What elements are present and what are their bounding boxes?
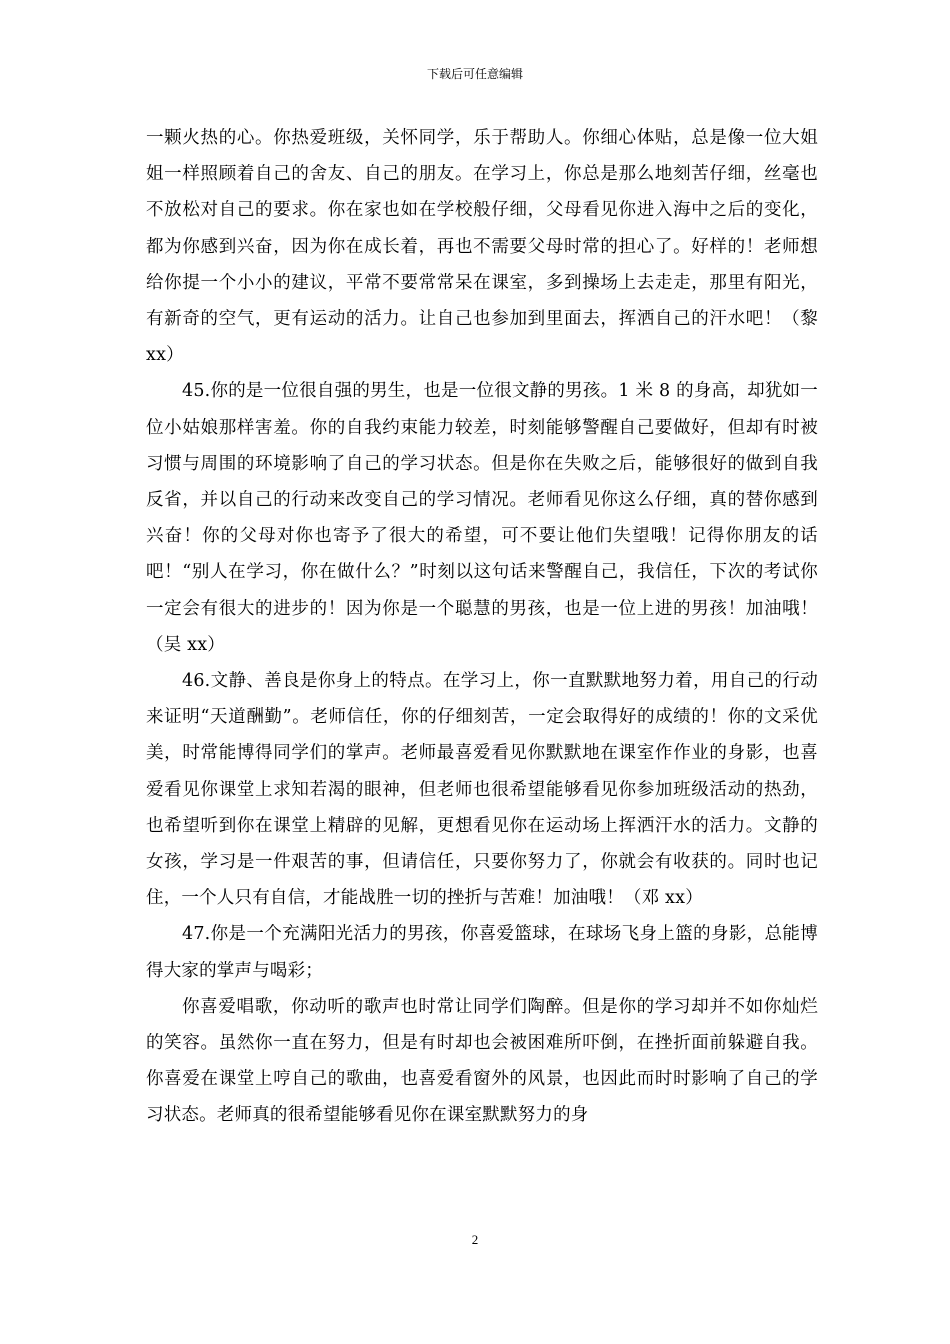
document-body: [146, 120, 818, 1134]
page-number: 2: [471, 1232, 479, 1247]
paragraph-46: 46.文静、善良是你身上的特点。在学习上，你一直默默地努力着，用自己的行动来证明“天道酬勤”。老师信任，你的仔细刻苦，一定会取得好的成绩的！你的文采优美，时常能博得同学们的掌声。老师最喜爱看见你默默地在课室作作业的身影，也喜爱看见你课堂上求知若渴的眼神，但老师也很希望能够看见你参加班级活动的热劲，也希望听到你在课堂上精辟的见解，更想看见你在运动场上挥洒汗水的活力。文静的女孩，学习是一件艰苦的事，但请信任，只要你努力了，你就会有收获的。同时也记住，一个人只有自信，才能战胜一切的挫折与苦难！加油哦！（邓 xx）: [146, 671, 818, 909]
paragraph-47: 47.你是一个充满阳光活力的男孩，你喜爱篮球，在球场飞身上篮的身影，总能博得大家的掌声与喝彩；: [146, 924, 818, 981]
page-header: 下载后可任意编辑: [426, 67, 523, 81]
paragraph-continuation: 一颗火热的心。你热爱班级，关怀同学，乐于帮助人。你细心体贴，总是像一位大姐姐一样照顾着自己的舍友、自己的朋友。在学习上，你总是那么地刻苦仔细，丝毫也不放松对自己的要求。你在家也如在学校般仔细，父母看见你进入海中之后的变化，都为你感到兴奋，因为你在成长着，再也不需要父母时常的担心了。好样的！老师想给你提一个小小的建议，平常不要常常呆在课室，多到操场上去走走，那里有阳光，有新奇的空气，更有运动的活力。让自己也参加到里面去，挥洒自己的汗水吧！（黎 xx）: [146, 128, 818, 366]
paragraph-45: 45.你的是一位很自强的男生，也是一位很文静的男孩。1 米 8 的身高，却犹如一位小姑娘那样害羞。你的自我约束能力较差，时刻能够警醒自己要做好，但却有时被习惯与周围的环境影响了自己的学习状态。但是你在失败之后，能够很好的做到自我反省，并以自己的行动来改变自己的学习情况。老师看见你这么仔细，真的替你感到兴奋！你的父母对你也寄予了很大的希望，可不要让他们失望哦！记得你朋友的话吧！“别人在学习，你在做什么？”时刻以这句话来警醒自己，我信任，下次的考试你一定会有很大的进步的！因为你是一个聪慧的男孩，也是一位上进的男孩！加油哦！（吴 xx）: [146, 381, 818, 655]
paragraph-47-continued: 你喜爱唱歌，你动听的歌声也时常让同学们陶醉。但是你的学习却并不如你灿烂的笑容。虽然你一直在努力，但是有时却也会被困难所吓倒，在挫折面前躲避自我。你喜爱在课堂上哼自己的歌曲，也喜爱看窗外的风景，也因此而时时影响了自己的学习状态。老师真的很希望能够看见你在课室默默努力的身: [146, 996, 818, 1126]
